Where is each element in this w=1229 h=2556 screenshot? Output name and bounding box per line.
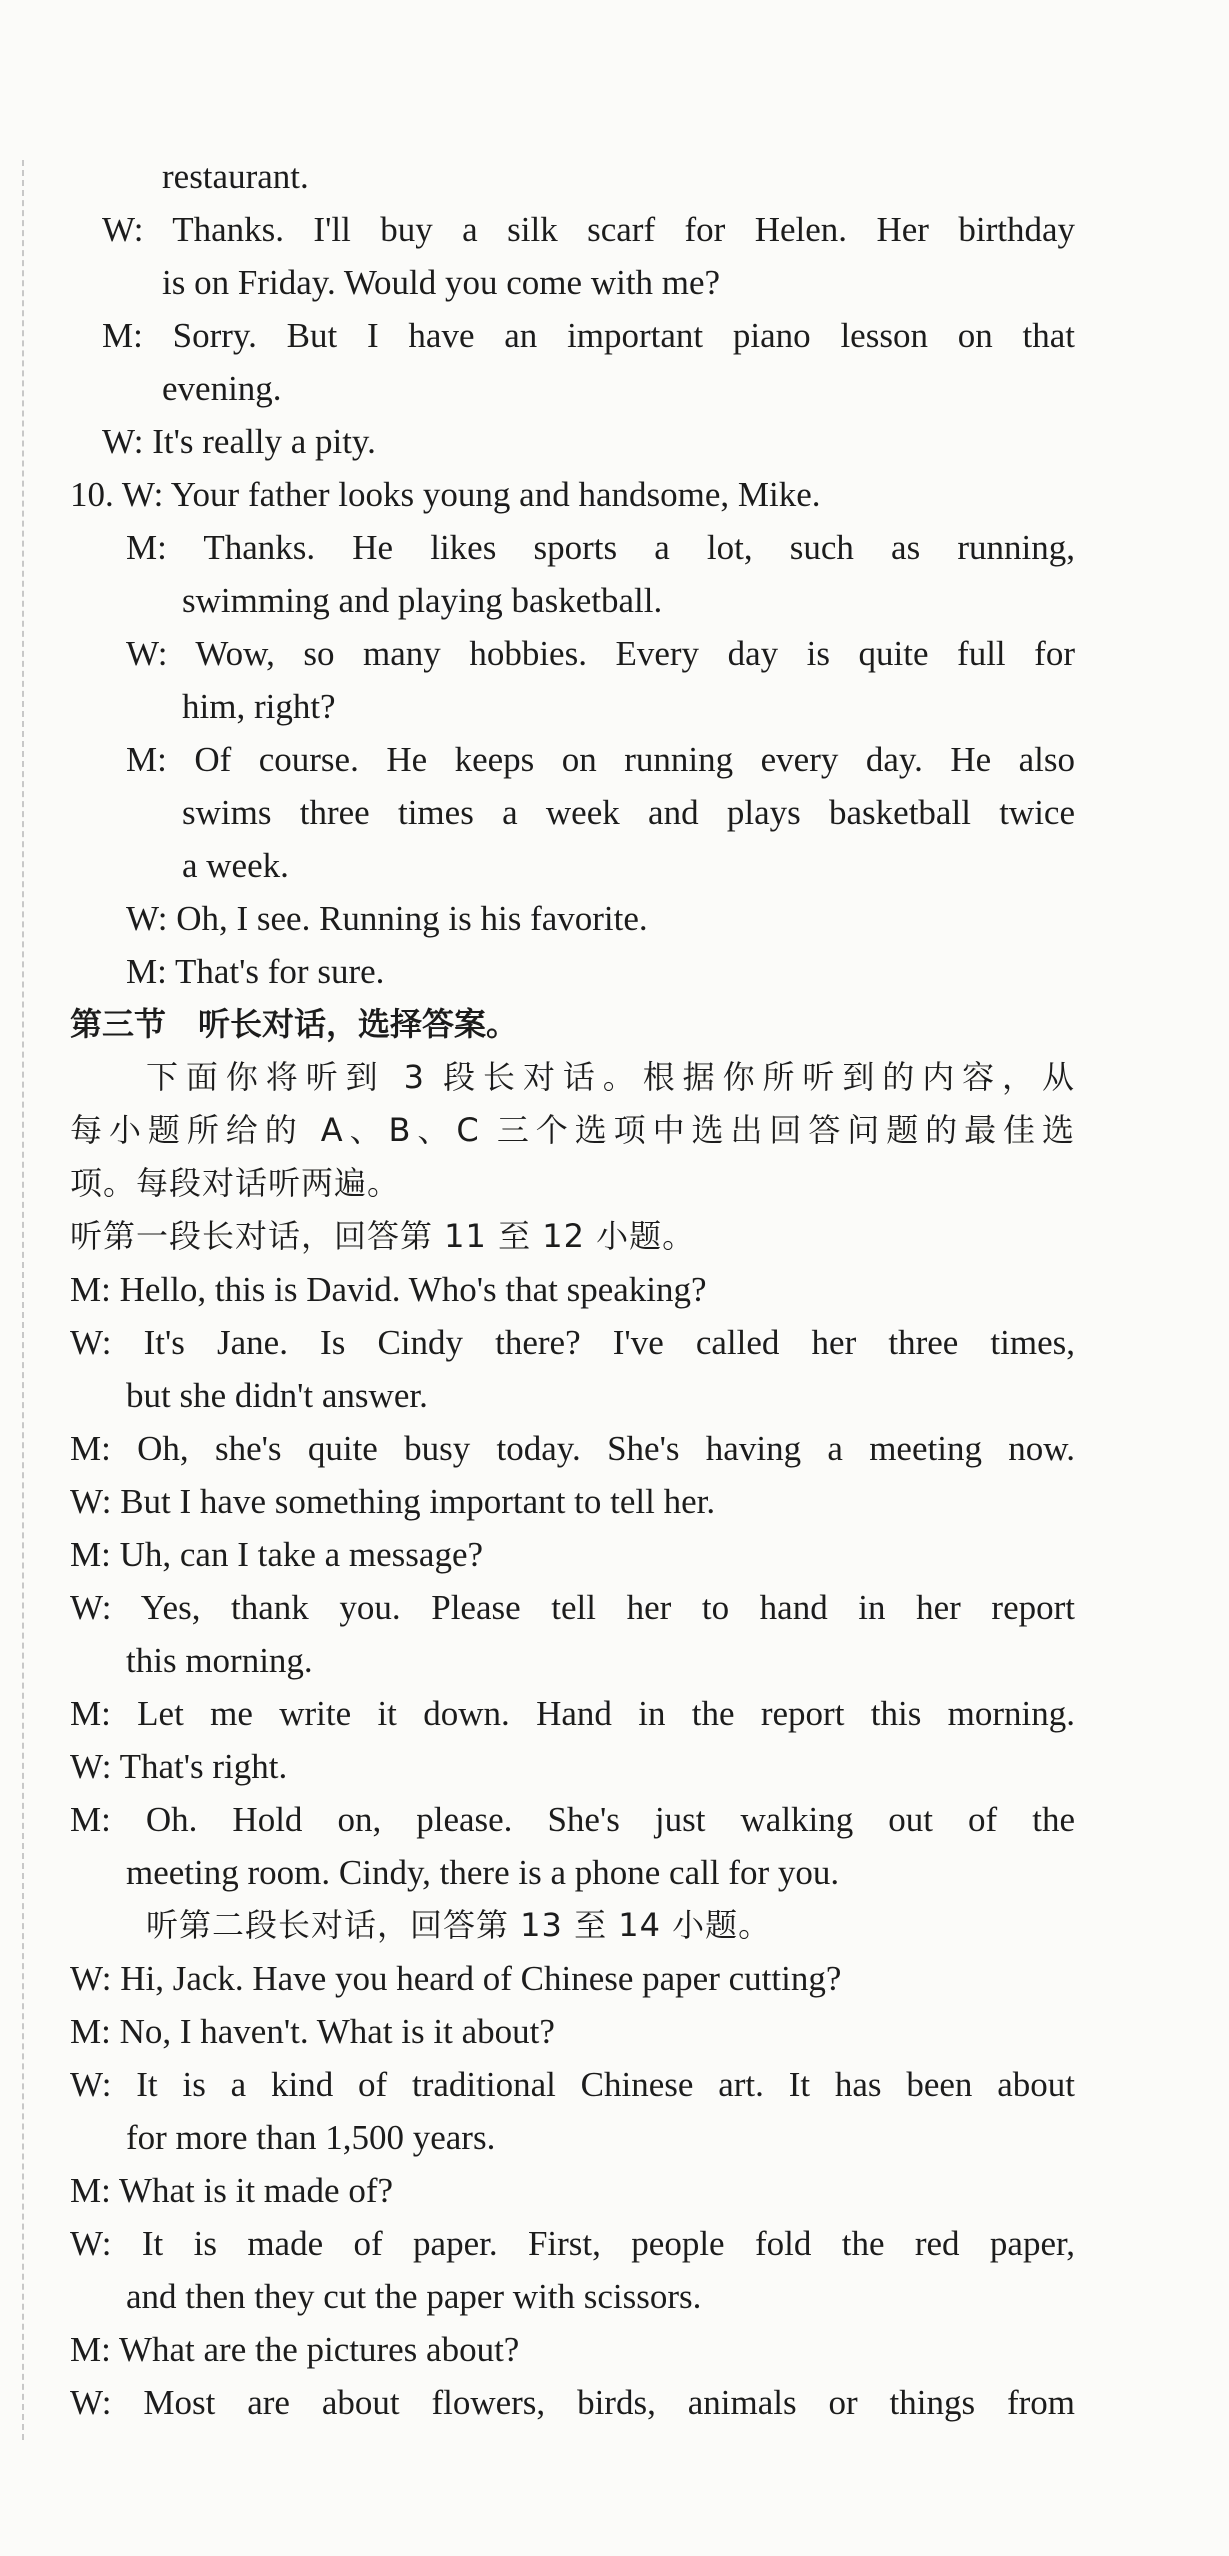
text-line: M: Oh, she's quite busy today. She's having a meeting now.: [70, 1429, 1075, 1468]
binding-margin-line: [22, 160, 25, 2440]
text-line: W: It is a kind of traditional Chinese art. It has been about: [70, 2065, 1075, 2104]
text-line: W: Yes, thank you. Please tell her to hand in her report: [70, 1588, 1075, 1627]
document-body: [70, 150, 1075, 2429]
text-line: swims three times a week and plays basketball twice: [182, 793, 1075, 832]
text-line: W: It is made of paper. First, people fold the red paper,: [70, 2224, 1075, 2263]
text-line: restaurant.: [162, 157, 309, 196]
text-line: M: Uh, can I take a message?: [70, 1535, 484, 1574]
text-line: M: What is it made of?: [70, 2171, 394, 2210]
text-line: M: Oh. Hold on, please. She's just walking out of the: [70, 1800, 1075, 1839]
text-line: W: That's right.: [70, 1747, 288, 1786]
text-line: W: It's really a pity.: [102, 422, 376, 461]
text-line: M: Of course. He keeps on running every day. He also: [126, 740, 1075, 779]
text-line: W: Most are about flowers, birds, animals or things from: [70, 2383, 1075, 2422]
section-heading: 第三节 听长对话，选择答案。: [70, 1005, 519, 1043]
text-line: evening.: [162, 369, 282, 408]
text-line: 听第二段长对话，回答第 13 至 14 小题。: [146, 1906, 772, 1944]
text-line: M: Sorry. But I have an important piano lesson on that: [102, 316, 1075, 355]
text-line: a week.: [182, 846, 289, 885]
text-line: is on Friday. Would you come with me?: [162, 263, 721, 302]
text-line: M: Let me write it down. Hand in the report this morning.: [70, 1694, 1075, 1733]
text-line: him, right?: [182, 687, 336, 726]
text-line: M: Thanks. He likes sports a lot, such as running,: [126, 528, 1075, 567]
text-line: W: Oh, I see. Running is his favorite.: [126, 899, 648, 938]
text-line: M: Hello, this is David. Who's that speaking?: [70, 1270, 707, 1309]
text-line: M: What are the pictures about?: [70, 2330, 520, 2369]
text-line: 10. W: Your father looks young and handsome, Mike.: [70, 475, 821, 514]
text-line: W: Hi, Jack. Have you heard of Chinese paper cutting?: [70, 1959, 842, 1998]
text-line: but she didn't answer.: [126, 1376, 428, 1415]
text-line: 听第一段长对话，回答第 11 至 12 小题。: [70, 1217, 696, 1255]
text-line: M: That's for sure.: [126, 952, 385, 991]
text-line: swimming and playing basketball.: [182, 581, 663, 620]
text-line: and then they cut the paper with scissors.: [126, 2277, 702, 2316]
text-line: W: But I have something important to tell her.: [70, 1482, 716, 1521]
text-line: W: Wow, so many hobbies. Every day is quite full for: [126, 634, 1075, 673]
text-line: M: No, I haven't. What is it about?: [70, 2012, 555, 2051]
text-line: 项。每段对话听两遍。: [70, 1164, 401, 1202]
text-line: this morning.: [126, 1641, 313, 1680]
text-line: W: Thanks. I'll buy a silk scarf for Helen. Her birthday: [102, 210, 1075, 249]
text-line: 每小题所给的 A、B、C 三个选项中选出回答问题的最佳选: [70, 1111, 1075, 1149]
text-line: W: It's Jane. Is Cindy there? I've called her three times,: [70, 1323, 1075, 1362]
text-line: for more than 1,500 years.: [126, 2118, 496, 2157]
text-line: meeting room. Cindy, there is a phone call for you.: [126, 1853, 840, 1892]
text-line: 下面你将听到 3 段长对话。根据你所听到的内容，从: [146, 1058, 1075, 1096]
